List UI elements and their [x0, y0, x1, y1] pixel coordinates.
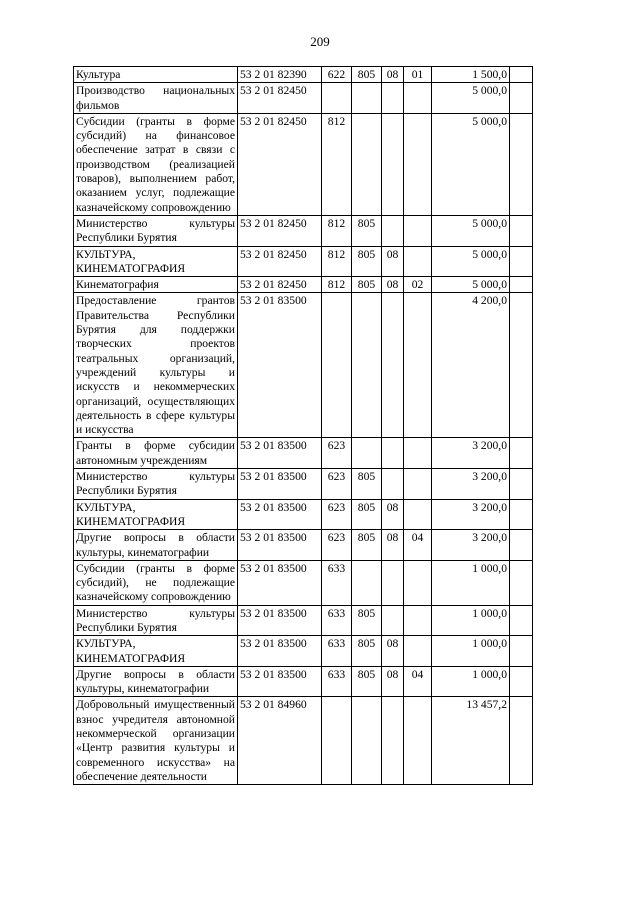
row-amount: 1 000,0	[432, 605, 510, 636]
row-subsection: 02	[404, 277, 432, 293]
row-target-code: 53 2 01 82390	[238, 67, 322, 83]
row-target-code: 53 2 01 83500	[238, 636, 322, 667]
row-expense-type	[322, 83, 352, 114]
table-row	[74, 666, 533, 697]
row-amount: 5 000,0	[432, 277, 510, 293]
page-number: 209	[310, 34, 330, 49]
row-empty-cell	[510, 113, 533, 215]
row-ministry-code	[352, 560, 382, 605]
row-name: КУЛЬТУРА, КИНЕМАТОГРАФИЯ	[74, 246, 238, 277]
row-target-code: 53 2 01 82450	[238, 277, 322, 293]
row-empty-cell	[510, 83, 533, 114]
row-subsection	[404, 605, 432, 636]
row-subsection	[404, 246, 432, 277]
row-expense-type: 812	[322, 277, 352, 293]
row-section: 08	[382, 67, 404, 83]
row-expense-type: 812	[322, 246, 352, 277]
table-row	[74, 215, 533, 246]
row-subsection	[404, 438, 432, 469]
row-subsection	[404, 469, 432, 500]
row-expense-type: 633	[322, 636, 352, 667]
row-expense-type: 812	[322, 113, 352, 215]
row-name: Министерство культуры Республики Бурятия	[74, 469, 238, 500]
row-target-code: 53 2 01 84960	[238, 697, 322, 785]
row-target-code: 53 2 01 83500	[238, 293, 322, 438]
row-amount: 1 500,0	[432, 67, 510, 83]
row-empty-cell	[510, 277, 533, 293]
row-ministry-code	[352, 113, 382, 215]
row-empty-cell	[510, 67, 533, 83]
row-section	[382, 697, 404, 785]
table-row	[74, 499, 533, 530]
row-amount: 3 200,0	[432, 438, 510, 469]
row-empty-cell	[510, 666, 533, 697]
row-name: Культура	[74, 67, 238, 83]
row-target-code: 53 2 01 83500	[238, 560, 322, 605]
row-expense-type: 623	[322, 499, 352, 530]
row-ministry-code	[352, 83, 382, 114]
row-subsection	[404, 499, 432, 530]
table-row	[74, 636, 533, 667]
row-amount: 5 000,0	[432, 215, 510, 246]
table-row	[74, 530, 533, 561]
row-target-code: 53 2 01 83500	[238, 605, 322, 636]
row-empty-cell	[510, 215, 533, 246]
row-empty-cell	[510, 605, 533, 636]
row-subsection	[404, 293, 432, 438]
row-expense-type: 633	[322, 560, 352, 605]
table-row	[74, 293, 533, 438]
row-amount: 13 457,2	[432, 697, 510, 785]
row-section	[382, 83, 404, 114]
row-ministry-code: 805	[352, 246, 382, 277]
row-target-code: 53 2 01 83500	[238, 469, 322, 500]
table-row	[74, 697, 533, 785]
row-target-code: 53 2 01 83500	[238, 666, 322, 697]
row-amount: 4 200,0	[432, 293, 510, 438]
row-ministry-code: 805	[352, 67, 382, 83]
row-name: КУЛЬТУРА, КИНЕМАТОГРАФИЯ	[74, 499, 238, 530]
row-section	[382, 113, 404, 215]
row-amount: 5 000,0	[432, 113, 510, 215]
row-section	[382, 469, 404, 500]
row-empty-cell	[510, 438, 533, 469]
row-section	[382, 605, 404, 636]
row-subsection	[404, 113, 432, 215]
row-section: 08	[382, 530, 404, 561]
row-section: 08	[382, 277, 404, 293]
row-amount: 5 000,0	[432, 83, 510, 114]
row-target-code: 53 2 01 83500	[238, 438, 322, 469]
row-section	[382, 293, 404, 438]
table-row	[74, 469, 533, 500]
row-empty-cell	[510, 530, 533, 561]
row-ministry-code: 805	[352, 605, 382, 636]
row-section	[382, 438, 404, 469]
row-section: 08	[382, 246, 404, 277]
row-name: Гранты в форме субсидии автономным учреждениям	[74, 438, 238, 469]
row-ministry-code	[352, 438, 382, 469]
row-amount: 3 200,0	[432, 499, 510, 530]
row-name: Добровольный имущественный взнос учредителя автономной некоммерческой организации «Центр развития культуры и современного искусства» на обеспечение деятельности	[74, 697, 238, 785]
table-row	[74, 246, 533, 277]
table-row	[74, 83, 533, 114]
row-subsection	[404, 636, 432, 667]
row-ministry-code: 805	[352, 215, 382, 246]
row-target-code: 53 2 01 83500	[238, 499, 322, 530]
row-target-code: 53 2 01 83500	[238, 530, 322, 561]
row-target-code: 53 2 01 82450	[238, 215, 322, 246]
row-empty-cell	[510, 636, 533, 667]
row-subsection: 04	[404, 666, 432, 697]
row-amount: 5 000,0	[432, 246, 510, 277]
row-target-code: 53 2 01 82450	[238, 113, 322, 215]
table-row	[74, 113, 533, 215]
row-expense-type	[322, 293, 352, 438]
row-subsection	[404, 560, 432, 605]
row-amount: 1 000,0	[432, 636, 510, 667]
row-subsection	[404, 215, 432, 246]
row-amount: 1 000,0	[432, 666, 510, 697]
row-name: Министерство культуры Республики Бурятия	[74, 215, 238, 246]
budget-table-body	[74, 67, 533, 785]
row-target-code: 53 2 01 82450	[238, 246, 322, 277]
row-name: Предоставление грантов Правительства Республики Бурятия для поддержки творческих проектов театральных организаций, учреждений культуры и искусств и некоммерческих организаций, осуществляющих деятельность в сфере культуры и искусства	[74, 293, 238, 438]
row-section	[382, 215, 404, 246]
row-expense-type: 812	[322, 215, 352, 246]
row-ministry-code	[352, 697, 382, 785]
row-amount: 3 200,0	[432, 530, 510, 561]
table-row	[74, 605, 533, 636]
table-row	[74, 438, 533, 469]
row-ministry-code: 805	[352, 530, 382, 561]
row-amount: 3 200,0	[432, 469, 510, 500]
row-amount: 1 000,0	[432, 560, 510, 605]
row-expense-type: 623	[322, 530, 352, 561]
row-empty-cell	[510, 469, 533, 500]
row-empty-cell	[510, 499, 533, 530]
row-expense-type: 633	[322, 605, 352, 636]
row-section: 08	[382, 636, 404, 667]
row-expense-type	[322, 697, 352, 785]
table-row	[74, 560, 533, 605]
row-empty-cell	[510, 246, 533, 277]
table-row	[74, 67, 533, 83]
row-ministry-code	[352, 293, 382, 438]
row-empty-cell	[510, 697, 533, 785]
row-name: Субсидии (гранты в форме субсидий) на финансовое обеспечение затрат в связи с производством (реализацией товаров), выполнением работ, оказанием услуг, подлежащие казначейскому сопровождению	[74, 113, 238, 215]
row-name: Министерство культуры Республики Бурятия	[74, 605, 238, 636]
row-expense-type: 623	[322, 438, 352, 469]
row-name: Кинематография	[74, 277, 238, 293]
row-name: Другие вопросы в области культуры, кинематографии	[74, 666, 238, 697]
row-ministry-code: 805	[352, 469, 382, 500]
row-empty-cell	[510, 560, 533, 605]
row-name: Другие вопросы в области культуры, кинематографии	[74, 530, 238, 561]
row-name: Производство национальных фильмов	[74, 83, 238, 114]
row-expense-type: 623	[322, 469, 352, 500]
row-ministry-code: 805	[352, 499, 382, 530]
budget-table	[73, 66, 533, 785]
row-ministry-code: 805	[352, 277, 382, 293]
row-section: 08	[382, 499, 404, 530]
row-empty-cell	[510, 293, 533, 438]
row-ministry-code: 805	[352, 636, 382, 667]
row-target-code: 53 2 01 82450	[238, 83, 322, 114]
row-subsection	[404, 697, 432, 785]
row-subsection: 04	[404, 530, 432, 561]
row-section	[382, 560, 404, 605]
row-expense-type: 622	[322, 67, 352, 83]
row-name: КУЛЬТУРА, КИНЕМАТОГРАФИЯ	[74, 636, 238, 667]
row-name: Субсидии (гранты в форме субсидий), не подлежащие казначейскому сопровождению	[74, 560, 238, 605]
row-ministry-code: 805	[352, 666, 382, 697]
row-subsection	[404, 83, 432, 114]
row-expense-type: 633	[322, 666, 352, 697]
table-row	[74, 277, 533, 293]
row-subsection: 01	[404, 67, 432, 83]
row-section: 08	[382, 666, 404, 697]
